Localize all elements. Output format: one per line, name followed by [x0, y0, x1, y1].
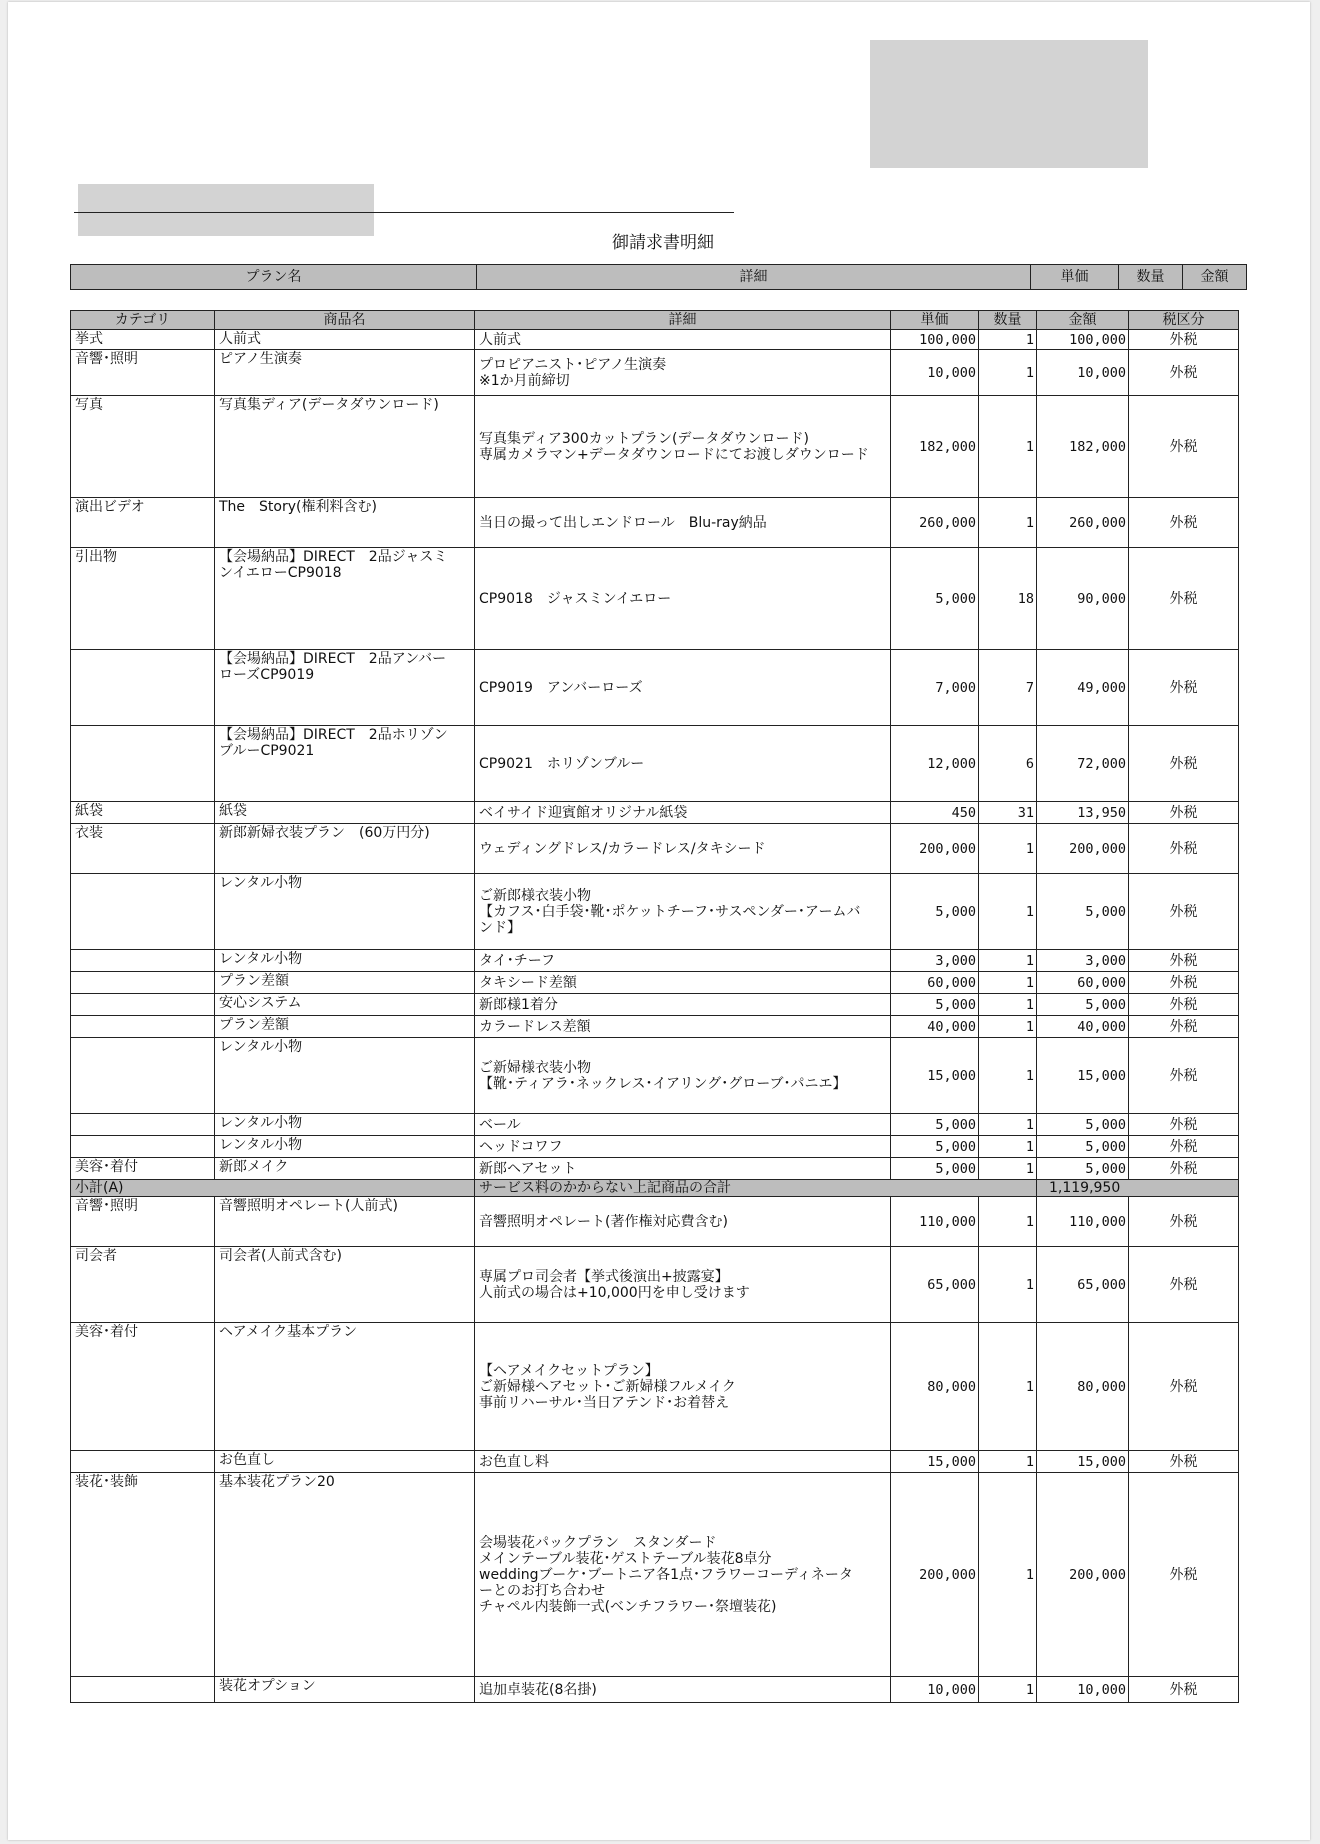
product-header: 商品名: [215, 311, 475, 330]
detail-cell: 人前式: [475, 330, 891, 350]
product-cell: 【会場納品】DIRECT 2品ジャスミ ンイエローCP9018: [215, 548, 475, 650]
qty-cell: 7: [979, 650, 1037, 726]
detail-cell: 新郎ヘアセット: [475, 1158, 891, 1180]
table-row: [71, 1136, 1239, 1158]
unit-price-cell: 15,000: [891, 1451, 979, 1473]
tax-header: 税区分: [1129, 311, 1239, 330]
tax-cell: 外税: [1129, 824, 1239, 874]
table-row: [71, 950, 1239, 972]
table-row: [71, 1677, 1239, 1703]
table-row: [71, 1158, 1239, 1180]
amount-cell: 15,000: [1037, 1451, 1129, 1473]
table-row: [71, 1473, 1239, 1677]
qty-cell: 1: [979, 1473, 1037, 1677]
detail-cell: カラードレス差額: [475, 1016, 891, 1038]
table-row: [71, 1451, 1239, 1473]
tax-cell: 外税: [1129, 350, 1239, 396]
category-cell: 演出ビデオ: [71, 498, 215, 548]
unit-price-cell: 110,000: [891, 1197, 979, 1247]
table-row: [71, 874, 1239, 950]
detail-cell: 会場装花パックプラン スタンダード メインテーブル装花･ゲストテーブル装花8卓分 weddingブーケ･ブートニア各1点･フラワーコーディネータ ーとのお打ち合わせ チャペル内装飾一式(ベンチフラワー･祭壇装花): [475, 1473, 891, 1677]
qty-cell: 1: [979, 972, 1037, 994]
unit-price-cell: 12,000: [891, 726, 979, 802]
qty-cell: 1: [979, 330, 1037, 350]
qty-cell: 1: [979, 1114, 1037, 1136]
amount-cell: 5,000: [1037, 1158, 1129, 1180]
amount-cell: 200,000: [1037, 1473, 1129, 1677]
qty-cell: 1: [979, 874, 1037, 950]
tax-cell: 外税: [1129, 498, 1239, 548]
product-cell: 写真集ディア(データダウンロード): [215, 396, 475, 498]
category-cell: 紙袋: [71, 802, 215, 824]
table-row: [71, 1323, 1239, 1451]
category-cell: [71, 1038, 215, 1114]
qty-cell: 1: [979, 1016, 1037, 1038]
qty-cell: 1: [979, 994, 1037, 1016]
unit-price-cell: 15,000: [891, 1038, 979, 1114]
detail-cell: ご新婦様衣装小物 【靴･ティアラ･ネックレス･イアリング･グローブ･パニエ】: [475, 1038, 891, 1114]
category-cell: [71, 650, 215, 726]
items-body: [71, 330, 1239, 1180]
product-cell: プラン差額: [215, 1016, 475, 1038]
detail-cell: 写真集ディア300カットプラン(データダウンロード) 専属カメラマン+データダウンロードにてお渡しダウンロード: [475, 396, 891, 498]
plan-header-table: [70, 264, 1247, 290]
unit-price-cell: 7,000: [891, 650, 979, 726]
unit-price-cell: 65,000: [891, 1247, 979, 1323]
category-cell: [71, 1677, 215, 1703]
detail-cell: ウェディングドレス/カラードレス/タキシード: [475, 824, 891, 874]
table-row: [71, 350, 1239, 396]
product-cell: 安心システム: [215, 994, 475, 1016]
unit-price-cell: 10,000: [891, 1677, 979, 1703]
category-cell: 装花･装飾: [71, 1473, 215, 1677]
detail-cell: お色直し料: [475, 1451, 891, 1473]
category-cell: [71, 1114, 215, 1136]
qty-cell: 1: [979, 350, 1037, 396]
table-row: [71, 972, 1239, 994]
category-cell: [71, 1451, 215, 1473]
tax-cell: 外税: [1129, 548, 1239, 650]
amount-cell: 5,000: [1037, 994, 1129, 1016]
amount-cell: 90,000: [1037, 548, 1129, 650]
detail-cell: 専属プロ司会者【挙式後演出+披露宴】 人前式の場合は+10,000円を申し受けます: [475, 1247, 891, 1323]
tax-cell: 外税: [1129, 1197, 1239, 1247]
category-cell: 美容･着付: [71, 1323, 215, 1451]
qty-cell: 18: [979, 548, 1037, 650]
product-cell: The Story(権利料含む): [215, 498, 475, 548]
table-row: [71, 726, 1239, 802]
table-row: [71, 1114, 1239, 1136]
category-cell: 引出物: [71, 548, 215, 650]
category-cell: [71, 1136, 215, 1158]
category-cell: 美容･着付: [71, 1158, 215, 1180]
plan-detail-header: 詳細: [477, 265, 1031, 290]
table-row: [71, 1016, 1239, 1038]
amount-cell: 182,000: [1037, 396, 1129, 498]
items-body-2: [71, 1197, 1239, 1703]
detail-cell: 音響照明オペレート(著作権対応費含む): [475, 1197, 891, 1247]
amount-cell: 40,000: [1037, 1016, 1129, 1038]
tax-cell: 外税: [1129, 1247, 1239, 1323]
amount-cell: 49,000: [1037, 650, 1129, 726]
unit-price-cell: 5,000: [891, 994, 979, 1016]
unit-price-cell: 80,000: [891, 1323, 979, 1451]
tax-cell: 外税: [1129, 1114, 1239, 1136]
qty-cell: 1: [979, 1323, 1037, 1451]
product-cell: 人前式: [215, 330, 475, 350]
unit-price-cell: 200,000: [891, 1473, 979, 1677]
redacted-logo-block: [870, 40, 1148, 168]
plan-name-header: プラン名: [71, 265, 477, 290]
unit-price-cell: 182,000: [891, 396, 979, 498]
category-cell: 音響･照明: [71, 350, 215, 396]
unit-price-cell: 5,000: [891, 1136, 979, 1158]
detail-cell: CP9018 ジャスミンイエロー: [475, 548, 891, 650]
qty-cell: 1: [979, 396, 1037, 498]
unit-price-cell: 100,000: [891, 330, 979, 350]
tax-cell: 外税: [1129, 650, 1239, 726]
category-cell: [71, 874, 215, 950]
tax-cell: 外税: [1129, 1677, 1239, 1703]
product-cell: お色直し: [215, 1451, 475, 1473]
unit-price-cell: 200,000: [891, 824, 979, 874]
detail-cell: ベール: [475, 1114, 891, 1136]
unit-price-header: 単価: [891, 311, 979, 330]
subtotal-body: [71, 1180, 1239, 1197]
table-row: [71, 548, 1239, 650]
table-row: [71, 396, 1239, 498]
category-cell: 写真: [71, 396, 215, 498]
tax-cell: 外税: [1129, 1016, 1239, 1038]
amount-cell: 65,000: [1037, 1247, 1129, 1323]
category-cell: [71, 994, 215, 1016]
unit-price-cell: 60,000: [891, 972, 979, 994]
detail-cell: ベイサイド迎賓館オリジナル紙袋: [475, 802, 891, 824]
amount-cell: 100,000: [1037, 330, 1129, 350]
unit-price-cell: 10,000: [891, 350, 979, 396]
product-cell: レンタル小物: [215, 1136, 475, 1158]
detail-cell: 新郎様1着分: [475, 994, 891, 1016]
amount-cell: 5,000: [1037, 874, 1129, 950]
table-row: [71, 994, 1239, 1016]
unit-price-cell: 5,000: [891, 874, 979, 950]
table-row: [71, 824, 1239, 874]
qty-cell: 31: [979, 802, 1037, 824]
detail-cell: ヘッドコワフ: [475, 1136, 891, 1158]
qty-cell: 1: [979, 498, 1037, 548]
document-title: 御請求書明細: [612, 233, 714, 253]
product-cell: 装花オプション: [215, 1677, 475, 1703]
tax-cell: 外税: [1129, 874, 1239, 950]
unit-price-cell: 3,000: [891, 950, 979, 972]
amount-header: 金額: [1037, 311, 1129, 330]
category-cell: 音響･照明: [71, 1197, 215, 1247]
unit-price-cell: 5,000: [891, 548, 979, 650]
amount-cell: 3,000: [1037, 950, 1129, 972]
qty-header: 数量: [979, 311, 1037, 330]
items-table: [70, 310, 1239, 1703]
product-cell: 基本装花プラン20: [215, 1473, 475, 1677]
product-cell: 新郎メイク: [215, 1158, 475, 1180]
category-cell: [71, 1016, 215, 1038]
category-cell: 衣装: [71, 824, 215, 874]
subtotal-detail: サービス料のかからない上記商品の合計: [475, 1180, 1037, 1197]
redacted-recipient-name: [78, 184, 374, 236]
amount-cell: 10,000: [1037, 1677, 1129, 1703]
amount-cell: 5,000: [1037, 1136, 1129, 1158]
tax-cell: 外税: [1129, 802, 1239, 824]
detail-cell: CP9019 アンバーローズ: [475, 650, 891, 726]
amount-cell: 5,000: [1037, 1114, 1129, 1136]
unit-price-cell: 5,000: [891, 1158, 979, 1180]
subtotal-amount: 1,119,950: [1037, 1180, 1239, 1197]
recipient-underline: [74, 212, 734, 213]
table-row: [71, 1197, 1239, 1247]
product-cell: レンタル小物: [215, 1038, 475, 1114]
product-cell: レンタル小物: [215, 1114, 475, 1136]
tax-cell: 外税: [1129, 994, 1239, 1016]
amount-cell: 10,000: [1037, 350, 1129, 396]
tax-cell: 外税: [1129, 1136, 1239, 1158]
detail-cell: タキシード差額: [475, 972, 891, 994]
product-cell: 司会者(人前式含む): [215, 1247, 475, 1323]
table-row: [71, 802, 1239, 824]
unit-price-cell: 260,000: [891, 498, 979, 548]
tax-cell: 外税: [1129, 396, 1239, 498]
qty-cell: 1: [979, 1038, 1037, 1114]
amount-cell: 80,000: [1037, 1323, 1129, 1451]
product-cell: 紙袋: [215, 802, 475, 824]
qty-cell: 1: [979, 1136, 1037, 1158]
product-cell: レンタル小物: [215, 950, 475, 972]
plan-amount-header: 金額: [1183, 265, 1247, 290]
invoice-page: [8, 2, 1310, 1840]
plan-qty-header: 数量: [1119, 265, 1183, 290]
product-cell: 新郎新婦衣装プラン (60万円分): [215, 824, 475, 874]
tax-cell: 外税: [1129, 1451, 1239, 1473]
amount-cell: 13,950: [1037, 802, 1129, 824]
detail-cell: CP9021 ホリゾンブルー: [475, 726, 891, 802]
product-cell: ピアノ生演奏: [215, 350, 475, 396]
table-row: [71, 1038, 1239, 1114]
tax-cell: 外税: [1129, 726, 1239, 802]
detail-cell: タイ･チーフ: [475, 950, 891, 972]
detail-cell: ご新郎様衣装小物 【カフス･白手袋･靴･ポケットチーフ･サスペンダー･アームバ ンド】: [475, 874, 891, 950]
tax-cell: 外税: [1129, 950, 1239, 972]
product-cell: レンタル小物: [215, 874, 475, 950]
category-cell: 挙式: [71, 330, 215, 350]
qty-cell: 6: [979, 726, 1037, 802]
amount-cell: 72,000: [1037, 726, 1129, 802]
subtotal-label: 小計(A): [71, 1180, 475, 1197]
detail-cell: 追加卓装花(8名掛): [475, 1677, 891, 1703]
table-row: [71, 498, 1239, 548]
category-cell: [71, 972, 215, 994]
detail-cell: 【ヘアメイクセットプラン】 ご新婦様ヘアセット･ご新婦様フルメイク 事前リハーサル･当日アテンド･お着替え: [475, 1323, 891, 1451]
tax-cell: 外税: [1129, 330, 1239, 350]
amount-cell: 15,000: [1037, 1038, 1129, 1114]
amount-cell: 200,000: [1037, 824, 1129, 874]
amount-cell: 110,000: [1037, 1197, 1129, 1247]
product-cell: 【会場納品】DIRECT 2品アンバー ローズCP9019: [215, 650, 475, 726]
product-cell: ヘアメイク基本プラン: [215, 1323, 475, 1451]
product-cell: 【会場納品】DIRECT 2品ホリゾン ブルーCP9021: [215, 726, 475, 802]
qty-cell: 1: [979, 824, 1037, 874]
table-row: [71, 330, 1239, 350]
unit-price-cell: 40,000: [891, 1016, 979, 1038]
qty-cell: 1: [979, 1451, 1037, 1473]
category-cell: [71, 726, 215, 802]
product-cell: プラン差額: [215, 972, 475, 994]
amount-cell: 260,000: [1037, 498, 1129, 548]
detail-cell: プロピアニスト･ピアノ生演奏 ※1か月前締切: [475, 350, 891, 396]
tax-cell: 外税: [1129, 1158, 1239, 1180]
tax-cell: 外税: [1129, 972, 1239, 994]
qty-cell: 1: [979, 1197, 1037, 1247]
unit-price-cell: 5,000: [891, 1114, 979, 1136]
qty-cell: 1: [979, 1247, 1037, 1323]
detail-header: 詳細: [475, 311, 891, 330]
table-row: [71, 650, 1239, 726]
tax-cell: 外税: [1129, 1473, 1239, 1677]
category-cell: [71, 950, 215, 972]
product-cell: 音響照明オペレート(人前式): [215, 1197, 475, 1247]
qty-cell: 1: [979, 1158, 1037, 1180]
category-header: カテゴリ: [71, 311, 215, 330]
tax-cell: 外税: [1129, 1323, 1239, 1451]
qty-cell: 1: [979, 1677, 1037, 1703]
tax-cell: 外税: [1129, 1038, 1239, 1114]
amount-cell: 60,000: [1037, 972, 1129, 994]
qty-cell: 1: [979, 950, 1037, 972]
category-cell: 司会者: [71, 1247, 215, 1323]
plan-unit-price-header: 単価: [1031, 265, 1119, 290]
unit-price-cell: 450: [891, 802, 979, 824]
subtotal-row: [71, 1180, 1239, 1197]
table-row: [71, 1247, 1239, 1323]
detail-cell: 当日の撮って出しエンドロール Blu-ray納品: [475, 498, 891, 548]
